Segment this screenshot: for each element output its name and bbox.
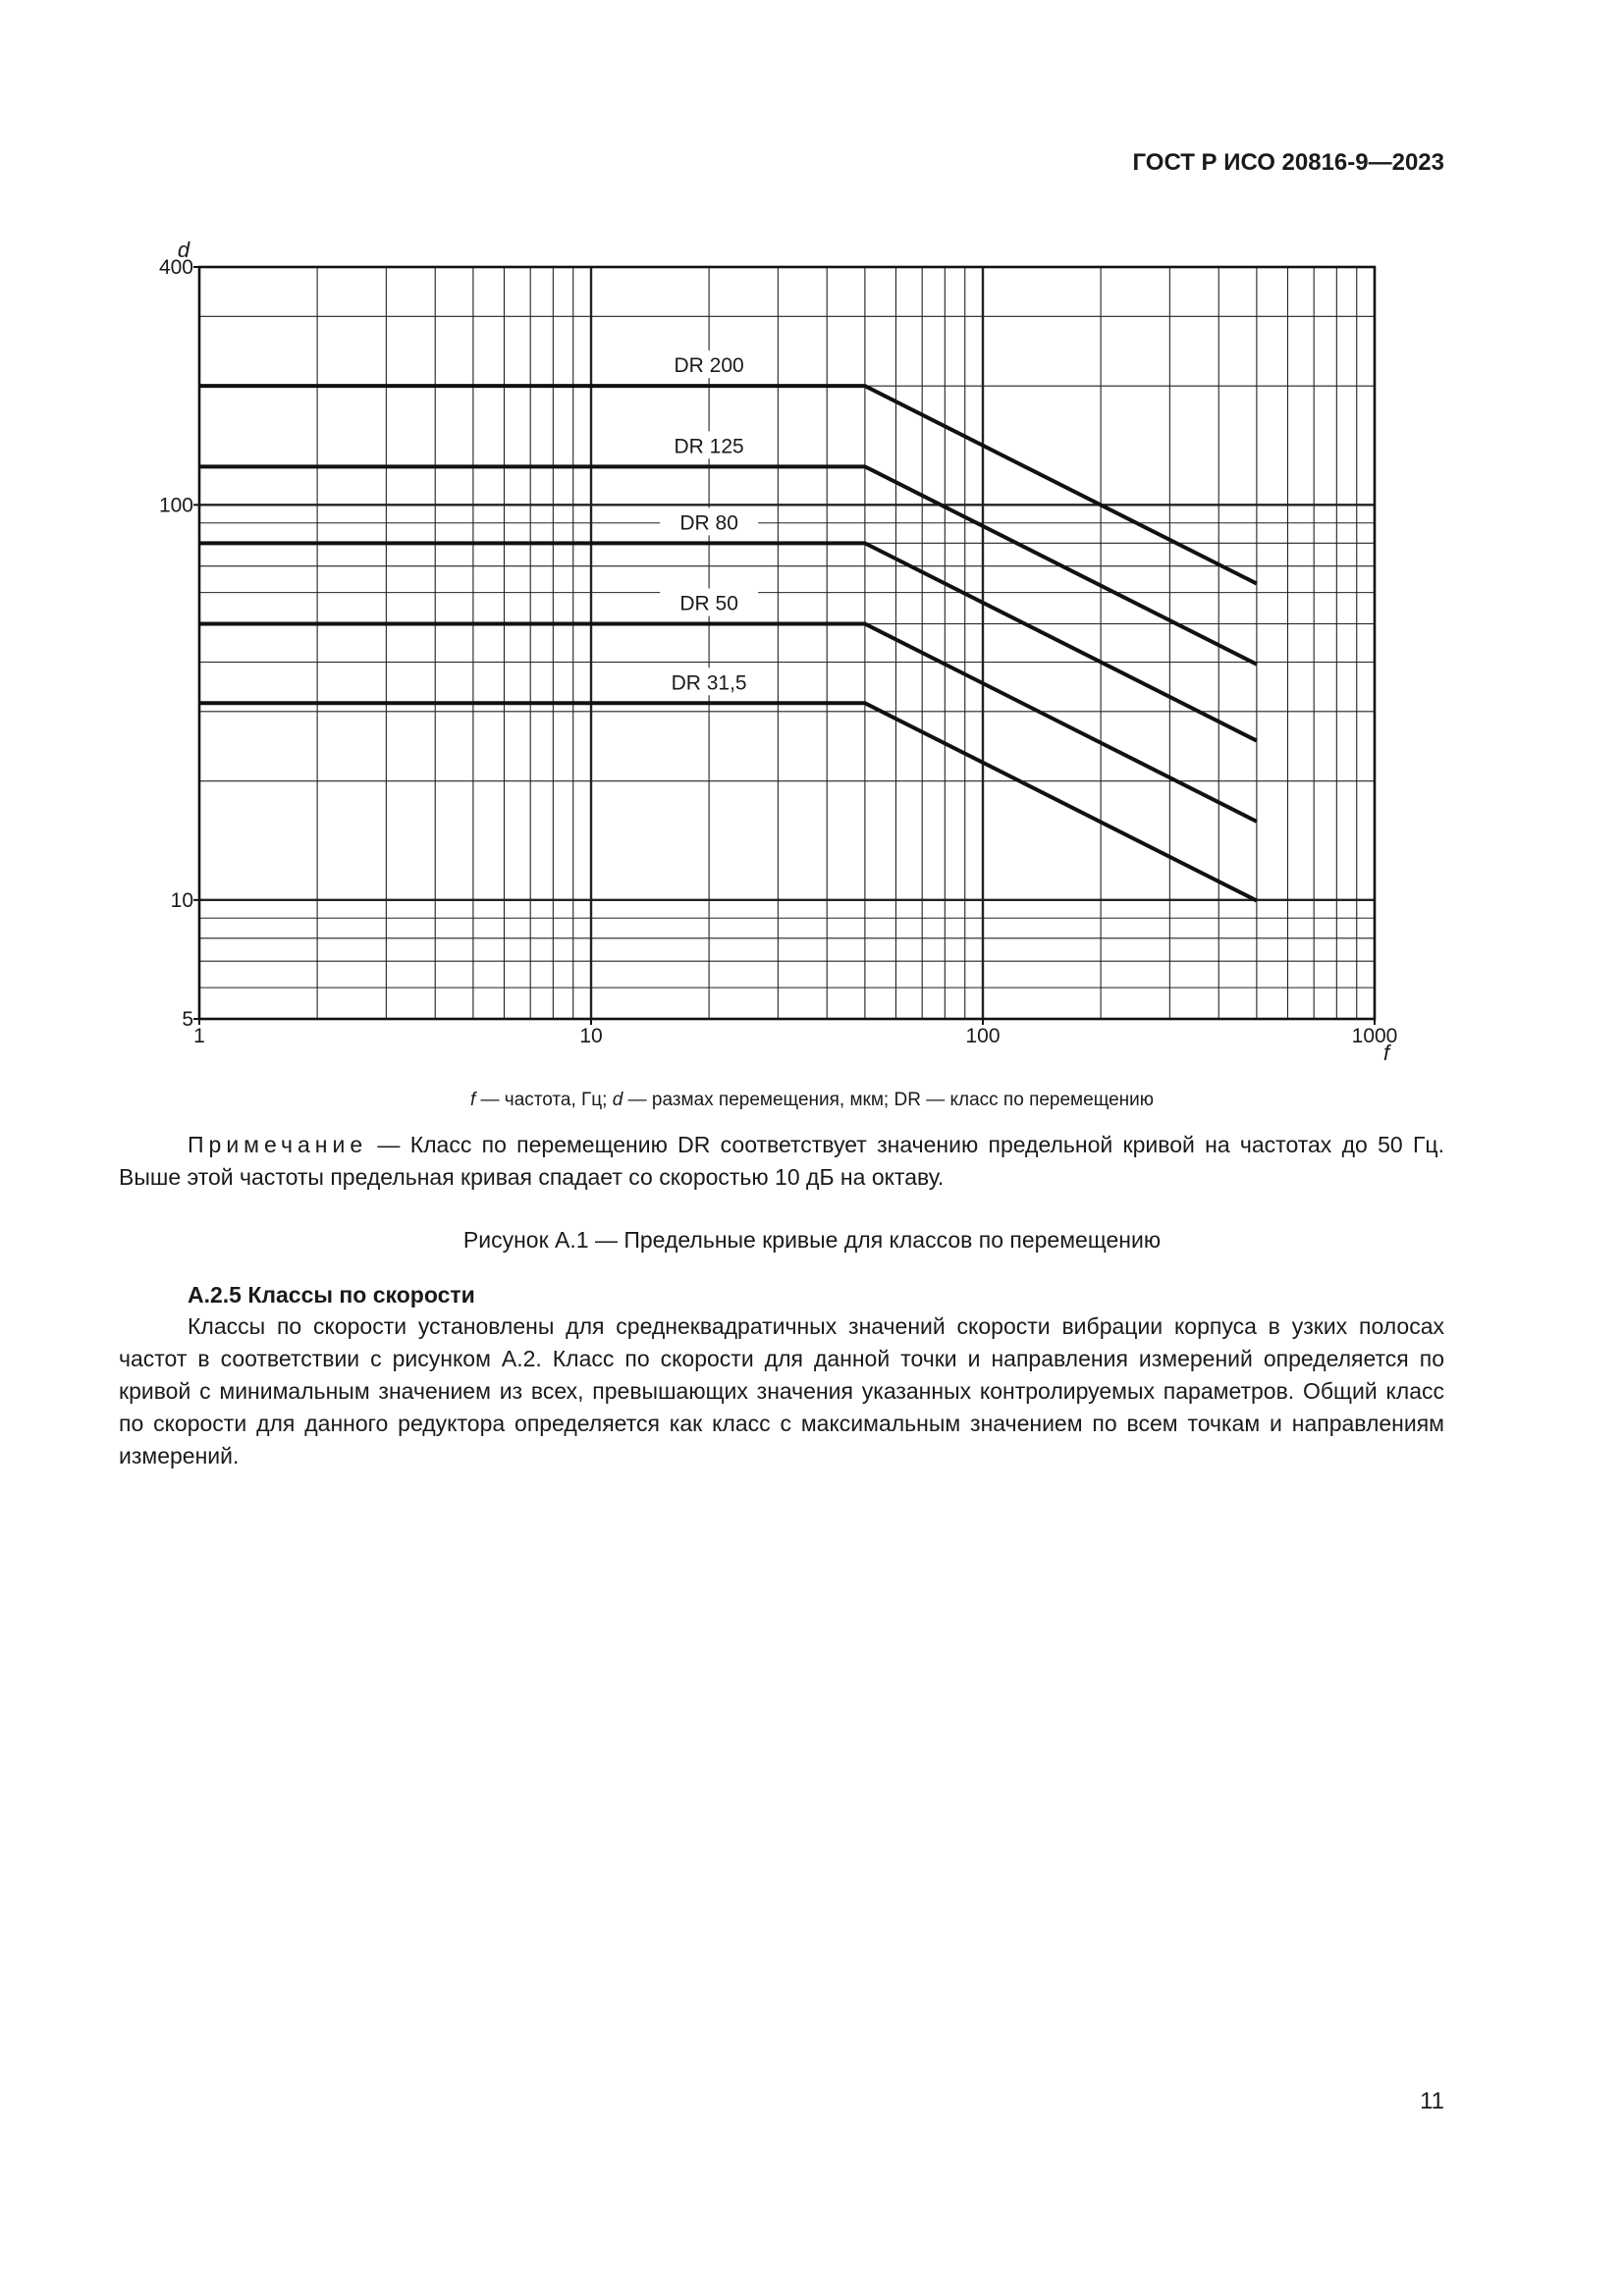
series-line (199, 386, 1257, 583)
figure-note (119, 1129, 1444, 1194)
page-number: 11 (1420, 2088, 1444, 2114)
figure-title: Рисунок А.1 — Предельные кривые для классов по перемещению (462, 1227, 1162, 1253)
y-tick-label: 100 (158, 494, 193, 517)
figure-legend (0, 1090, 1624, 1111)
y-axis-label: d (177, 238, 190, 262)
section-paragraph (119, 1310, 1444, 1472)
legend-d-text: — размах перемещения, мкм; DR — класс по перемещению (623, 1090, 1155, 1110)
legend-d-symbol: d (612, 1090, 623, 1110)
series-label: DR 80 (679, 511, 738, 535)
series-label: DR 200 (674, 354, 744, 378)
x-tick-label: 100 (965, 1025, 1001, 1047)
note-label: Примечание (188, 1132, 368, 1157)
x-tick-label: 1 (193, 1025, 205, 1047)
series-label: DR 50 (679, 592, 738, 615)
note-text: — Класс по перемещению DR соответствует значению предельной кривой на частотах до 50 Гц. Выше этой частоты предельная кривая спадает со скоростью 10 дБ на октаву. (119, 1132, 1444, 1190)
section-paragraph-text: Классы по скорости установлены для среднеквадратичных значений скорости вибрации корпуса в узких полосах частот в соответствии с рисунком А.2. Класс по скорости для данной точки и направления измерений определяется по кривой с минимальным значением из всех, превышающих значения указанных контролируемых параметров. Общий класс по скорости для данного редуктора определяется как класс с максимальным значением по всем точкам и направлениям измерений. (119, 1313, 1444, 1468)
series-line (199, 466, 1257, 664)
legend-f-text: — частота, Гц; (475, 1090, 613, 1110)
series-line (199, 623, 1257, 821)
section-heading: А.2.5 Классы по скорости (188, 1282, 475, 1308)
plot-frame (199, 267, 1375, 1019)
y-tick-label: 400 (158, 256, 193, 279)
x-axis-label: f (1382, 1041, 1390, 1065)
y-tick-label: 10 (170, 888, 193, 912)
x-tick-label: 1000 (1351, 1025, 1398, 1047)
y-tick-label: 5 (182, 1008, 193, 1031)
series-label: DR 31,5 (671, 671, 747, 695)
displacement-class-chart (0, 0, 1624, 1080)
chart-grid (199, 267, 1375, 1019)
legend-f-symbol: f (469, 1090, 476, 1110)
document-code: ГОСТ Р ИСО 20816-9—2023 (1132, 149, 1444, 176)
x-tick-label: 10 (579, 1025, 603, 1047)
series-line (199, 703, 1257, 900)
series-label: DR 125 (674, 435, 744, 458)
